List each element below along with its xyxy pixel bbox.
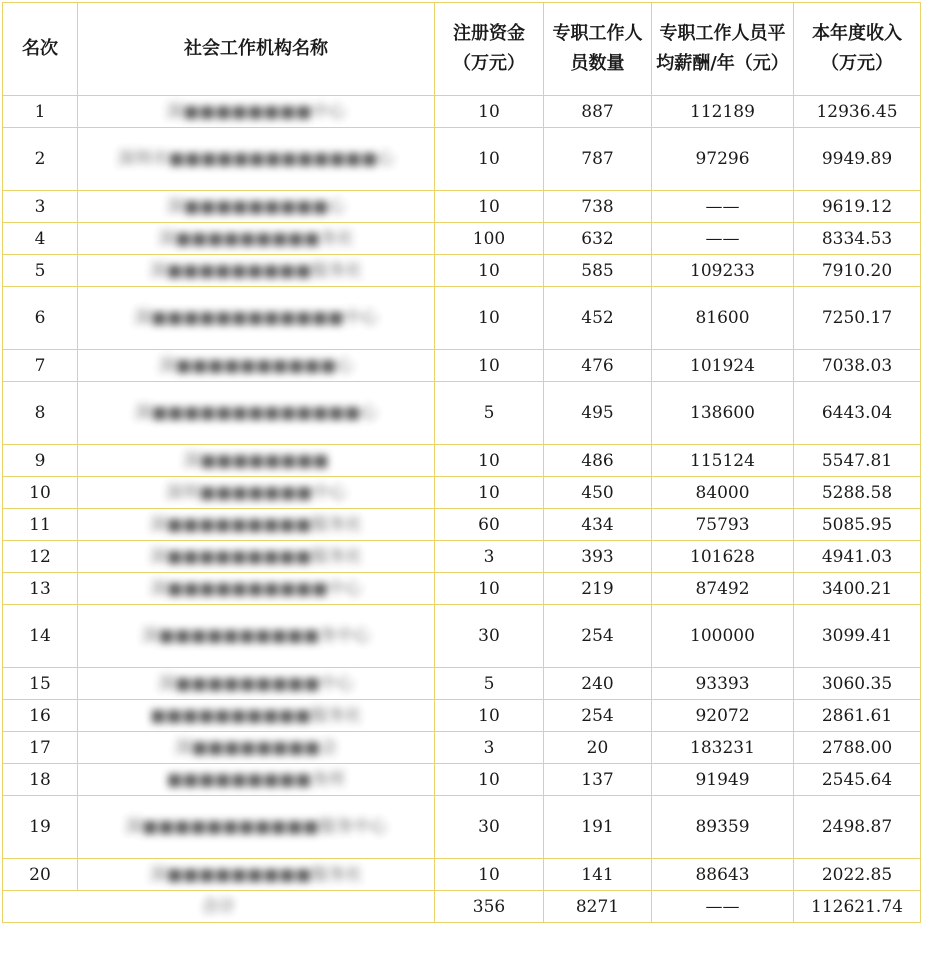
cell-capital: 10: [435, 128, 544, 191]
cell-rank: 17: [3, 732, 78, 764]
cell-rank: 15: [3, 668, 78, 700]
cell-capital: 3: [435, 732, 544, 764]
cell-name: [78, 605, 435, 668]
table-row: [3, 859, 921, 891]
cell-rank: 8: [3, 382, 78, 445]
table-row: [3, 191, 921, 223]
header-salary: 专职工作人员平均薪酬/年（元）: [652, 3, 794, 96]
blurred-name: 深■■■■■■■■■务社: [158, 228, 354, 249]
cell-rank: 10: [3, 477, 78, 509]
cell-salary: 112189: [652, 96, 794, 128]
cell-salary: 101628: [652, 541, 794, 573]
cell-staff: 452: [544, 287, 652, 350]
cell-name: [78, 700, 435, 732]
cell-rank: 14: [3, 605, 78, 668]
cell-rank: 13: [3, 573, 78, 605]
cell-staff: 486: [544, 445, 652, 477]
total-income: 112621.74: [794, 891, 921, 923]
cell-name: [78, 96, 435, 128]
cell-salary: 81600: [652, 287, 794, 350]
cell-name: [78, 477, 435, 509]
cell-rank: 5: [3, 255, 78, 287]
cell-rank: 7: [3, 350, 78, 382]
cell-salary: 109233: [652, 255, 794, 287]
cell-staff: 476: [544, 350, 652, 382]
cell-salary: 89359: [652, 796, 794, 859]
table-row: [3, 764, 921, 796]
cell-staff: 191: [544, 796, 652, 859]
cell-staff: 141: [544, 859, 652, 891]
cell-capital: 10: [435, 445, 544, 477]
blurred-name: 深■■■■■■■■■■务中心: [141, 626, 371, 646]
table-row: [3, 509, 921, 541]
blurred-name: 深■■■■■■■■■服务社: [149, 260, 363, 281]
cell-staff: 393: [544, 541, 652, 573]
cell-staff: 240: [544, 668, 652, 700]
blurred-name: 深圳■■■■■■■中心: [165, 482, 347, 503]
header-rank: 名次: [3, 3, 78, 96]
cell-rank: 9: [3, 445, 78, 477]
cell-capital: 10: [435, 700, 544, 732]
cell-capital: 10: [435, 255, 544, 287]
cell-salary: 75793: [652, 509, 794, 541]
cell-income: 7038.03: [794, 350, 921, 382]
table-row: [3, 223, 921, 255]
cell-rank: 1: [3, 96, 78, 128]
table-row: [3, 382, 921, 445]
cell-capital: 10: [435, 191, 544, 223]
table-row: [3, 700, 921, 732]
cell-rank: 18: [3, 764, 78, 796]
cell-income: 7910.20: [794, 255, 921, 287]
blurred-name: 深■■■■■■■■■服务社: [149, 864, 363, 885]
blurred-name: 深■■■■■■■■■心: [166, 196, 346, 217]
table-row: [3, 477, 921, 509]
blurred-name: 深■■■■■■■■■服务社: [149, 546, 363, 567]
cell-salary: 93393: [652, 668, 794, 700]
cell-staff: 20: [544, 732, 652, 764]
cell-name: [78, 445, 435, 477]
total-staff: 8271: [544, 891, 652, 923]
cell-staff: 787: [544, 128, 652, 191]
cell-staff: 137: [544, 764, 652, 796]
cell-income: 7250.17: [794, 287, 921, 350]
cell-capital: 5: [435, 668, 544, 700]
ranking-table-wrapper: [2, 2, 920, 923]
cell-income: 6443.04: [794, 382, 921, 445]
cell-rank: 6: [3, 287, 78, 350]
cell-salary: 183231: [652, 732, 794, 764]
cell-capital: 30: [435, 796, 544, 859]
cell-salary: 87492: [652, 573, 794, 605]
ranking-table: [2, 2, 921, 923]
blurred-name: 深■■■■■■■■会: [174, 737, 338, 758]
cell-income: 3400.21: [794, 573, 921, 605]
cell-salary: ——: [652, 223, 794, 255]
total-label-cell: [3, 891, 435, 923]
cell-salary: ——: [652, 191, 794, 223]
cell-name: [78, 287, 435, 350]
cell-staff: 434: [544, 509, 652, 541]
blurred-name: 深■■■■■■■■■■■■中心: [134, 308, 378, 328]
cell-staff: 585: [544, 255, 652, 287]
table-row: [3, 732, 921, 764]
cell-name: [78, 668, 435, 700]
table-row: [3, 128, 921, 191]
cell-staff: 450: [544, 477, 652, 509]
cell-income: 2861.61: [794, 700, 921, 732]
cell-capital: 10: [435, 859, 544, 891]
cell-rank: 3: [3, 191, 78, 223]
cell-income: 2022.85: [794, 859, 921, 891]
cell-salary: 101924: [652, 350, 794, 382]
cell-capital: 10: [435, 350, 544, 382]
cell-income: 3060.35: [794, 668, 921, 700]
cell-capital: 30: [435, 605, 544, 668]
cell-name: [78, 191, 435, 223]
cell-staff: 738: [544, 191, 652, 223]
table-row: [3, 668, 921, 700]
cell-salary: 84000: [652, 477, 794, 509]
table-row: [3, 255, 921, 287]
cell-capital: 3: [435, 541, 544, 573]
cell-salary: 100000: [652, 605, 794, 668]
cell-name: [78, 859, 435, 891]
cell-name: [78, 573, 435, 605]
cell-salary: 138600: [652, 382, 794, 445]
total-row: [3, 891, 921, 923]
cell-capital: 10: [435, 96, 544, 128]
cell-income: 2498.87: [794, 796, 921, 859]
total-salary: ——: [652, 891, 794, 923]
table-row: [3, 573, 921, 605]
cell-name: [78, 732, 435, 764]
cell-rank: 12: [3, 541, 78, 573]
cell-capital: 10: [435, 764, 544, 796]
cell-name: [78, 796, 435, 859]
cell-income: 5085.95: [794, 509, 921, 541]
cell-income: 4941.03: [794, 541, 921, 573]
cell-capital: 5: [435, 382, 544, 445]
cell-income: 2545.64: [794, 764, 921, 796]
cell-staff: 887: [544, 96, 652, 128]
cell-capital: 10: [435, 477, 544, 509]
cell-income: 2788.00: [794, 732, 921, 764]
cell-capital: 10: [435, 573, 544, 605]
table-row: [3, 541, 921, 573]
cell-salary: 92072: [652, 700, 794, 732]
cell-name: [78, 223, 435, 255]
table-row: [3, 350, 921, 382]
blurred-name: 深■■■■■■■■: [183, 450, 329, 471]
header-staff: 专职工作人员数量: [544, 3, 652, 96]
table-row: [3, 796, 921, 859]
blurred-name: 深■■■■■■■■■服务社: [149, 514, 363, 535]
cell-staff: 632: [544, 223, 652, 255]
total-capital: 356: [435, 891, 544, 923]
blurred-name: 深■■■■■■■■■■■■■心: [134, 403, 378, 423]
cell-salary: 115124: [652, 445, 794, 477]
cell-name: [78, 764, 435, 796]
header-row: [3, 3, 921, 96]
cell-name: [78, 350, 435, 382]
cell-name: [78, 509, 435, 541]
blurred-name: 深圳市■■■■■■■■■■■■■心: [117, 149, 395, 169]
table-row: [3, 96, 921, 128]
cell-rank: 19: [3, 796, 78, 859]
cell-name: [78, 541, 435, 573]
blurred-name: 深■■■■■■■■■中心: [158, 673, 354, 694]
cell-income: 5547.81: [794, 445, 921, 477]
cell-salary: 97296: [652, 128, 794, 191]
blurred-name: 深■■■■■■■■■■中心: [150, 578, 362, 599]
cell-income: 9619.12: [794, 191, 921, 223]
cell-income: 3099.41: [794, 605, 921, 668]
cell-income: 12936.45: [794, 96, 921, 128]
header-name: 社会工作机构名称: [78, 3, 435, 96]
table-row: [3, 287, 921, 350]
cell-capital: 100: [435, 223, 544, 255]
cell-income: 5288.58: [794, 477, 921, 509]
cell-salary: 88643: [652, 859, 794, 891]
cell-rank: 20: [3, 859, 78, 891]
header-capital: 注册资金（万元）: [435, 3, 544, 96]
total-label: 合计: [201, 896, 236, 917]
cell-name: [78, 382, 435, 445]
cell-income: 8334.53: [794, 223, 921, 255]
table-row: [3, 445, 921, 477]
blurred-name: 深■■■■■■■■中心: [166, 101, 346, 122]
cell-income: 9949.89: [794, 128, 921, 191]
cell-staff: 219: [544, 573, 652, 605]
cell-staff: 254: [544, 605, 652, 668]
cell-rank: 11: [3, 509, 78, 541]
cell-capital: 10: [435, 287, 544, 350]
blurred-name: 深■■■■■■■■■■■服务中心: [125, 817, 387, 837]
cell-rank: 4: [3, 223, 78, 255]
cell-rank: 16: [3, 700, 78, 732]
cell-capital: 60: [435, 509, 544, 541]
blurred-name: ■■■■■■■■■务所: [166, 769, 346, 790]
cell-salary: 91949: [652, 764, 794, 796]
cell-staff: 254: [544, 700, 652, 732]
cell-staff: 495: [544, 382, 652, 445]
blurred-name: 深■■■■■■■■■■心: [158, 355, 354, 376]
cell-name: [78, 128, 435, 191]
cell-name: [78, 255, 435, 287]
table-row: [3, 605, 921, 668]
cell-rank: 2: [3, 128, 78, 191]
header-income: 本年度收入（万元）: [794, 3, 921, 96]
blurred-name: ■■■■■■■■■■服务社: [150, 705, 362, 726]
